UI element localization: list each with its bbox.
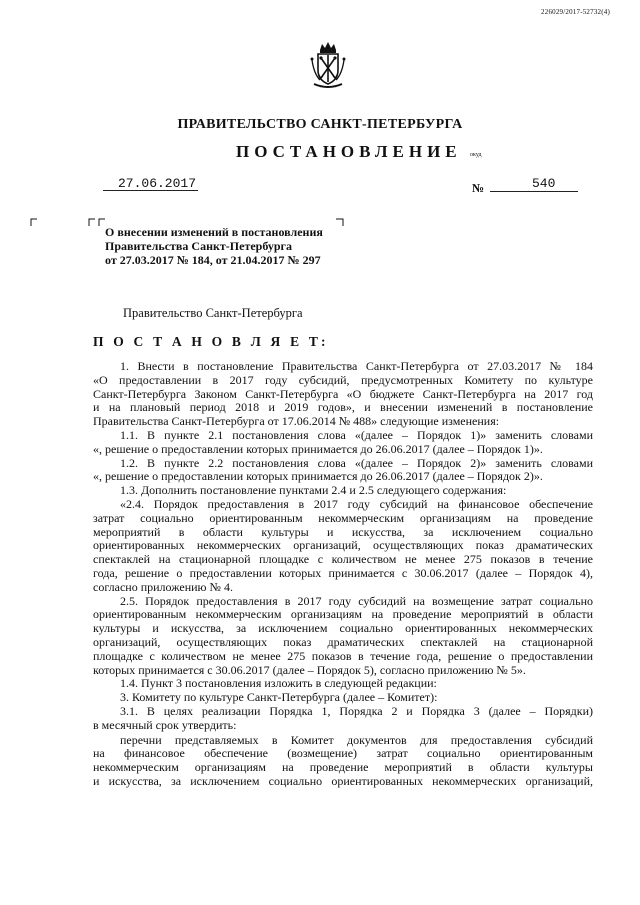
body-line: «2.4. Порядок предоставления в 2017 году субсидий на финансовое обеспечение	[120, 496, 593, 511]
body-line: «О предоставлении в 2017 году субсидий, предусмотренных Комитету по культуре	[93, 372, 593, 387]
number-label: №	[472, 181, 485, 195]
government-name: ПРАВИТЕЛЬСТВО САНКТ-ПЕТЕРБУРГА	[177, 117, 463, 132]
subject-line: О внесении изменений в постановления	[105, 225, 323, 239]
body-line: которых принимается с 30.06.2017 (далее – Порядок 5), согласно приложению № 5».	[93, 662, 526, 677]
body-line: 2.5. Порядок предоставления в 2017 году субсидий на возмещение затрат социально	[120, 593, 593, 608]
subject-line: Правительства Санкт-Петербурга	[105, 239, 293, 253]
body-line: года, решение о предоставлении которых принимается с 30.06.2017 (далее – Порядок 4),	[93, 565, 593, 580]
subject-line: от 27.03.2017 № 184, от 21.04.2017 № 297	[105, 253, 321, 267]
number-underline	[490, 191, 578, 192]
document-code: 226029/2017-52732(4)	[541, 8, 610, 16]
body-line: некоммерческим организациям на проведение мероприятий в области культуры	[93, 760, 593, 775]
body-line: культуры и искусства, за исключением социально ориентированных некоммерческих	[93, 621, 593, 636]
body-line: ориентированным некоммерческим организациям на проведение мероприятий в области	[93, 607, 593, 622]
corner-bracket-icon	[30, 218, 38, 226]
corner-bracket-icon	[88, 218, 96, 226]
body-line: мероприятий в области культуры и искусства, за исключением социально	[93, 524, 593, 539]
body-line: в месячный срок утвердить:	[93, 717, 237, 732]
body-line: и на плановый период 2018 и 2019 годов», и внесении изменений в постановление	[93, 400, 593, 415]
body-line: «, решение о предоставлении которых принимается до 26.06.2017 (далее – Порядок 1)».	[93, 441, 543, 456]
body-line: 3.1. В целях реализации Порядка 1, Порядка 2 и Порядка 3 (далее – Порядки)	[120, 703, 593, 718]
body-line: согласно приложению № 4.	[93, 579, 233, 594]
body-line: 3. Комитету по культуре Санкт-Петербурга (далее – Комитет):	[120, 690, 438, 705]
body-line: 1.3. Дополнить постановление пунктами 2.4 и 2.5 следующего содержания:	[120, 483, 507, 498]
body-line: затрат социально ориентированным некоммерческим организациям на проведение	[93, 510, 593, 525]
body-line: спектаклей на стационарной площадке с количеством не менее 275 показов в течение	[93, 552, 593, 567]
body-line: 1.1. В пункте 2.1 постановления слова «(далее – Порядок 1)» заменить словами	[120, 427, 593, 442]
decree-body	[93, 360, 593, 789]
body-line: 1.4. Пункт 3 постановления изложить в следующей редакции:	[120, 676, 437, 691]
decree-date: 27.06.2017	[118, 176, 197, 191]
body-line: организаций, осуществляющих показ драматических спектаклей на стационарной	[93, 634, 593, 649]
intro-line: Правительство Санкт-Петербурга	[123, 306, 303, 320]
body-line: перечни представляемых в Комитет документов для предоставления субсидий	[120, 732, 593, 747]
decree-subject	[105, 225, 355, 267]
body-line: Санкт-Петербурга Законом Санкт-Петербурга «О бюджете Санкт-Петербурга на 2017 год	[93, 386, 593, 401]
body-line: Правительства Санкт-Петербурга от 17.06.2014 № 488» следующие изменения:	[93, 414, 500, 429]
resolves-heading: П О С Т А Н О В Л Я Е Т:	[93, 334, 329, 349]
decree-title: ПОСТАНОВЛЕНИЕ	[236, 142, 462, 161]
st-petersburg-coat-of-arms-icon	[308, 40, 348, 92]
date-underline	[103, 190, 198, 191]
okud-label: окуд	[470, 152, 482, 158]
body-line: 1.2. В пункте 2.2 постановления слова «(далее – Порядок 2)» заменить словами	[120, 455, 593, 470]
body-line: ориентированных некоммерческих организаций, осуществляющих показ драматических	[93, 538, 593, 553]
body-line: «, решение о предоставлении которых принимается до 26.06.2017 (далее – Порядок 2)».	[93, 469, 543, 484]
decree-number: 540	[532, 176, 556, 191]
body-line: площадке с количеством не менее 275 показов в течение года, решение о предоставлении	[93, 648, 593, 663]
body-line: 1. Внести в постановление Правительства Санкт-Петербурга от 27.03.2017 № 184	[120, 359, 593, 373]
body-line: на финансовое обеспечение (возмещение) затрат социально ориентированным	[93, 746, 593, 761]
body-line: и искусства, за исключением социально ориентированных некоммерческих организаций,	[93, 773, 593, 788]
